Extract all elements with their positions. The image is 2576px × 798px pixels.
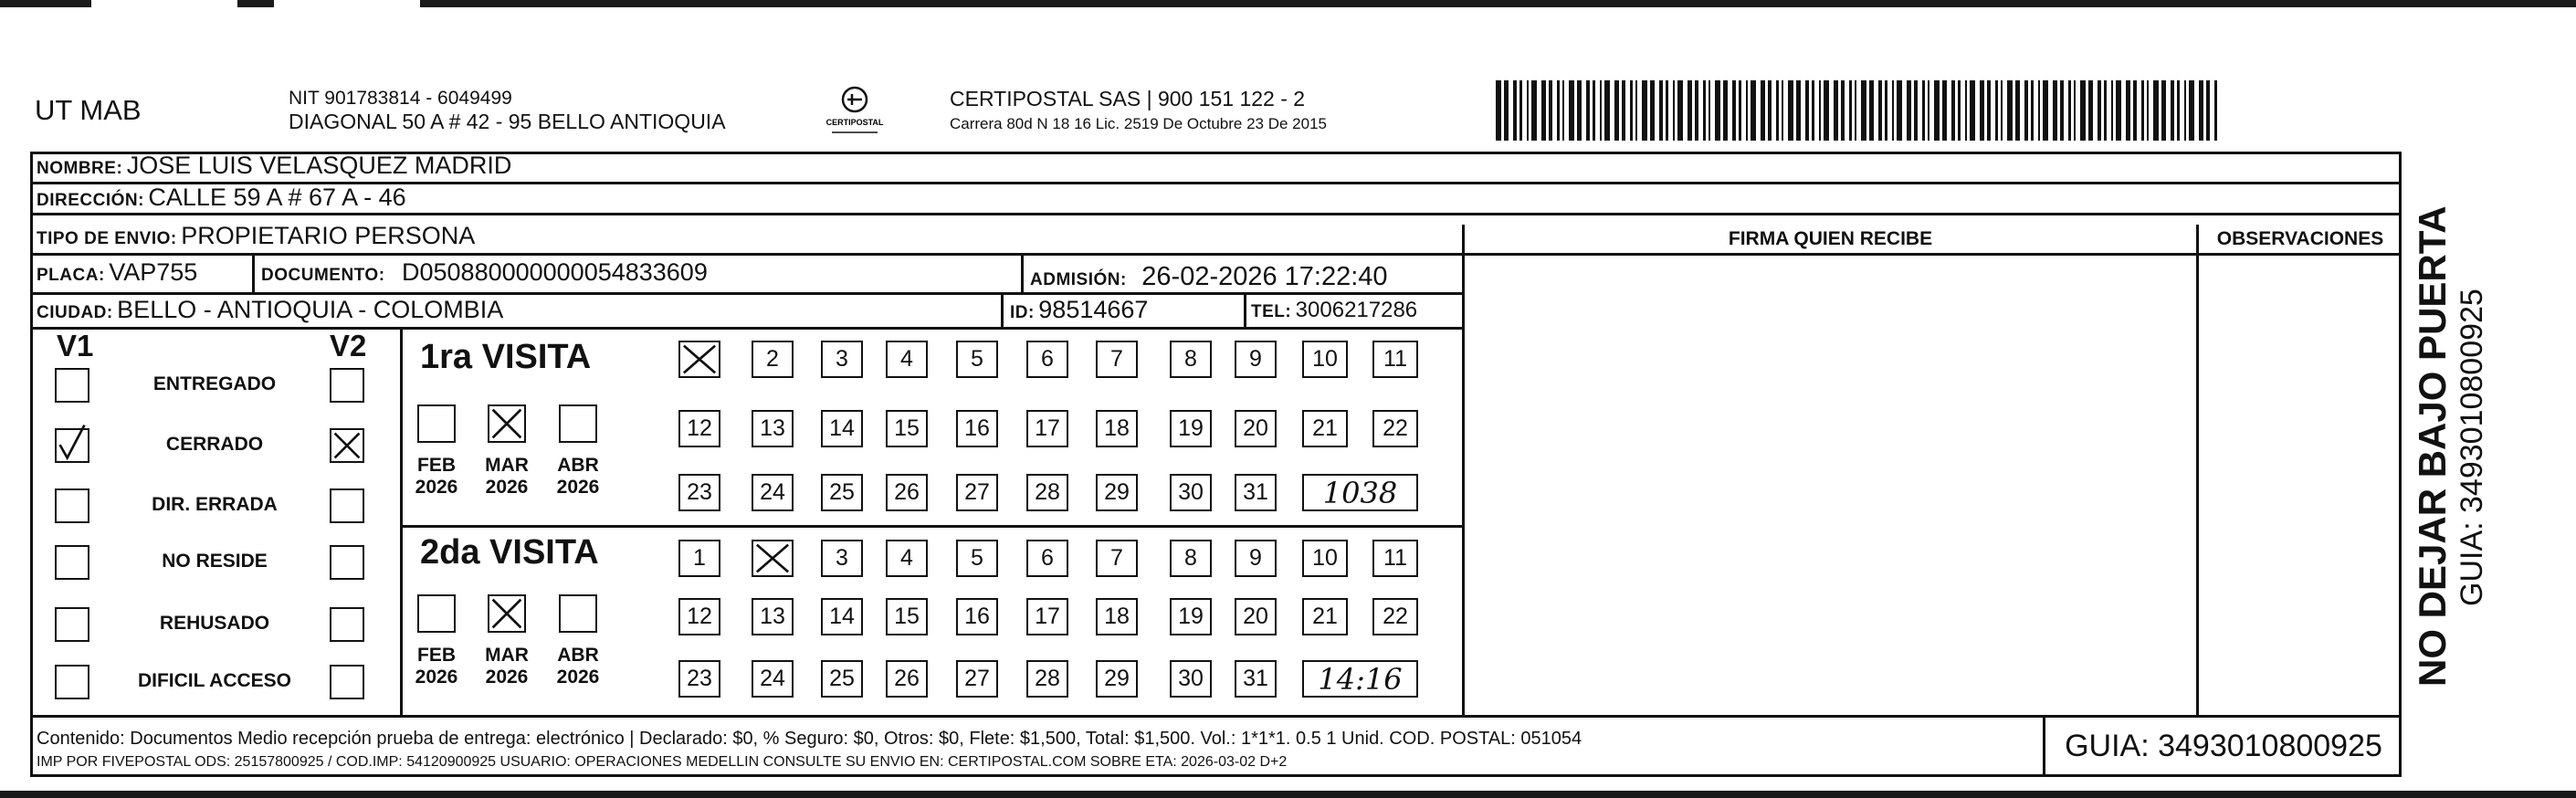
- firma-header: FIRMA QUIEN RECIBE: [1728, 228, 1933, 249]
- day-box: 21: [1302, 410, 1348, 447]
- id-cell: [1010, 296, 1148, 324]
- month-label: FEB 2026: [415, 455, 458, 498]
- day-box: 4: [886, 540, 928, 577]
- day-box: 28: [1026, 660, 1068, 698]
- day-box: 27: [956, 474, 998, 511]
- v2-checkbox: [330, 368, 364, 403]
- company-name: CERTIPOSTAL SAS | 900 151 122 - 2: [950, 87, 1306, 110]
- tel-value: 3006217286: [1295, 298, 1418, 322]
- day-box: 2: [752, 341, 794, 378]
- row-divider: [30, 292, 1462, 295]
- row-divider: [1462, 253, 2402, 256]
- day-box: 11: [1372, 540, 1418, 577]
- placa-cell: [37, 258, 197, 287]
- v2-label: V2: [330, 329, 367, 362]
- day-box: 29: [1096, 660, 1138, 698]
- day-box: 16: [956, 598, 998, 635]
- v2-checkbox: [330, 665, 364, 699]
- admision-label: ADMISIÓN:: [1030, 270, 1127, 289]
- col-divider: [1244, 292, 1246, 327]
- col-divider: [1021, 253, 1024, 292]
- col-divider: [1462, 225, 1465, 715]
- check-mark-icon: [331, 430, 363, 461]
- row-divider: [30, 253, 1462, 256]
- status-option-label: REHUSADO: [159, 613, 270, 634]
- day-box: 10: [1302, 341, 1348, 378]
- v1-checkbox: [55, 545, 89, 580]
- day-box: [678, 341, 720, 378]
- day-box: 24: [752, 660, 794, 698]
- day-box: 22: [1372, 410, 1418, 447]
- day-box: 13: [752, 598, 794, 635]
- status-option-label: DIR. ERRADA: [152, 494, 278, 515]
- handwritten-time: 1038: [1302, 474, 1418, 511]
- day-box: 23: [678, 660, 720, 698]
- day-box: 18: [1096, 598, 1138, 635]
- documento-label: DOCUMENTO:: [261, 266, 385, 285]
- day-box: 7: [1096, 341, 1138, 378]
- day-box: 17: [1026, 598, 1068, 635]
- tipo-value: PROPIETARIO PERSONA: [181, 222, 476, 249]
- day-box: 13: [752, 410, 794, 447]
- month-label: MAR 2026: [485, 455, 529, 498]
- day-box: 15: [886, 410, 928, 447]
- day-box: 9: [1235, 341, 1277, 378]
- check-mark-icon: [489, 406, 524, 441]
- day-box: 3: [821, 341, 863, 378]
- footer-contents: Contenido: Documentos Medio recepción prueba de entrega: electrónico | Declarado: $0, % Seguro: $0, Otros: $0, Flete: $1,500, Total: $1,500. Vol.: 1*1*1. 0.5 1 Unid. COD. POSTAL: 051054: [37, 729, 1582, 749]
- day-box: 28: [1026, 474, 1068, 511]
- day-box: 15: [886, 598, 928, 635]
- day-box: 3: [821, 540, 863, 577]
- day-box: 9: [1235, 540, 1277, 577]
- day-box: 5: [956, 540, 998, 577]
- month-label: FEB 2026: [415, 645, 458, 688]
- tel-cell: [1251, 298, 1417, 323]
- day-box: 27: [956, 660, 998, 698]
- top-border-gap: [274, 0, 420, 7]
- day-box: 30: [1170, 474, 1212, 511]
- day-box: 19: [1170, 410, 1212, 447]
- day-box: 31: [1235, 660, 1277, 698]
- handwritten-time: 14:16: [1302, 660, 1418, 698]
- documento-cell: [261, 258, 708, 287]
- col-divider: [1001, 292, 1004, 327]
- placa-value: VAP755: [109, 258, 198, 286]
- day-box: [752, 540, 794, 577]
- v1-checkbox: [55, 488, 89, 523]
- logo-text: CERTIPOSTAL: [825, 118, 884, 127]
- admision-value: 26-02-2026 17:22:40: [1141, 262, 1388, 291]
- tipo-label: TIPO DE ENVIO:: [37, 229, 177, 248]
- direccion-value: CALLE 59 A # 67 A - 46: [148, 184, 406, 211]
- month-label: MAR 2026: [485, 645, 529, 688]
- side-guia: GUIA: 3493010800925: [2455, 289, 2489, 606]
- top-border-gap: [91, 0, 237, 7]
- placa-label: PLACA:: [37, 266, 105, 285]
- month-checkbox: [417, 404, 456, 443]
- check-mark-icon: [57, 430, 88, 461]
- day-box: 11: [1372, 341, 1418, 378]
- day-box: 8: [1170, 341, 1212, 378]
- certipostal-logo: [825, 81, 885, 142]
- month-checkbox: [417, 594, 456, 633]
- day-box: 1: [678, 540, 720, 577]
- day-box: 14: [821, 410, 863, 447]
- barcode-icon: [1496, 80, 2223, 141]
- sender-name: UT MAB: [35, 94, 142, 126]
- nombre-label: NOMBRE:: [37, 159, 123, 178]
- row-divider: [400, 525, 1462, 528]
- nombre-row: [37, 152, 511, 180]
- tel-label: TEL:: [1251, 302, 1292, 321]
- month-checkbox: [559, 594, 597, 633]
- day-box: 6: [1026, 341, 1068, 378]
- day-box: 26: [886, 660, 928, 698]
- id-label: ID:: [1010, 303, 1035, 322]
- day-box: 17: [1026, 410, 1068, 447]
- check-mark-icon: [489, 596, 524, 631]
- day-box: 4: [886, 341, 928, 378]
- day-box: 31: [1235, 474, 1277, 511]
- day-box: 22: [1372, 598, 1418, 635]
- day-box: 12: [678, 410, 720, 447]
- day-box: 24: [752, 474, 794, 511]
- day-box: 25: [821, 660, 863, 698]
- day-box: 20: [1235, 598, 1277, 635]
- visit2-title: 2da VISITA: [420, 533, 599, 572]
- v1-checkbox: [55, 368, 89, 403]
- admision-cell: [1030, 262, 1388, 292]
- documento-value: D050880000000054833609: [402, 258, 708, 286]
- row-divider: [30, 327, 1462, 330]
- day-box: 7: [1096, 540, 1138, 577]
- col-divider: [252, 253, 255, 292]
- company-address: Carrera 80d N 18 16 Lic. 2519 De Octubre 23 De 2015: [950, 115, 1327, 132]
- v2-checkbox: [330, 488, 364, 523]
- id-value: 98514667: [1038, 296, 1149, 323]
- check-mark-icon: [680, 342, 719, 376]
- v1-checkbox: [55, 607, 89, 642]
- month-label: ABR 2026: [556, 455, 600, 498]
- day-box: 20: [1235, 410, 1277, 447]
- footer-guia: GUIA: 3493010800925: [2065, 728, 2382, 763]
- status-option-label: DIFICIL ACCESO: [137, 670, 291, 691]
- direccion-label: DIRECCIÓN:: [37, 191, 144, 210]
- observaciones-header: OBSERVACIONES: [2216, 228, 2384, 249]
- v2-checkbox: [330, 545, 364, 580]
- v1-checkbox: [55, 665, 89, 699]
- day-box: 12: [678, 598, 720, 635]
- tipo-row: [37, 222, 475, 250]
- day-box: 19: [1170, 598, 1212, 635]
- day-box: 8: [1170, 540, 1212, 577]
- footer-print-info: IMP POR FIVEPOSTAL ODS: 25157800925 / COD.IMP: 54120900925 USUARIO: OPERACIONES MEDELLIN CONSULTE SU ENVIO EN: CERTIPOSTAL.COM SOBRE ETA: 2026-03-02 D+2: [37, 754, 1288, 770]
- ciudad-cell: [37, 296, 503, 324]
- status-option-label: NO RESIDE: [162, 551, 268, 572]
- nombre-value: JOSE LUIS VELASQUEZ MADRID: [126, 152, 512, 179]
- direccion-row: [37, 184, 406, 212]
- v2-checkbox: [330, 607, 364, 642]
- day-box: 29: [1096, 474, 1138, 511]
- day-box: 16: [956, 410, 998, 447]
- day-box: 14: [821, 598, 863, 635]
- col-divider: [2196, 225, 2199, 715]
- v1-label: V1: [57, 329, 94, 362]
- visit1-title: 1ra VISITA: [420, 338, 592, 376]
- v1-checkbox: [55, 428, 89, 463]
- day-box: 6: [1026, 540, 1068, 577]
- month-label: ABR 2026: [556, 645, 600, 688]
- side-warning: NO DEJAR BAJO PUERTA: [2411, 205, 2454, 687]
- day-box: 30: [1170, 660, 1212, 698]
- status-option-label: CERRADO: [165, 434, 264, 455]
- day-box: 26: [886, 474, 928, 511]
- ciudad-value: BELLO - ANTIOQUIA - COLOMBIA: [117, 296, 504, 323]
- day-box: 10: [1302, 540, 1348, 577]
- day-box: 25: [821, 474, 863, 511]
- bottom-border: [0, 791, 2576, 798]
- day-box: 21: [1302, 598, 1348, 635]
- day-box: 23: [678, 474, 720, 511]
- month-checkbox: [488, 594, 526, 633]
- sender-address: DIAGONAL 50 A # 42 - 95 BELLO ANTIOQUIA: [289, 110, 726, 133]
- col-divider: [400, 327, 403, 715]
- status-option-label: ENTREGADO: [152, 373, 277, 394]
- month-checkbox: [488, 404, 526, 443]
- row-divider: [30, 213, 2402, 215]
- ciudad-label: CIUDAD:: [37, 303, 113, 322]
- day-box: 5: [956, 341, 998, 378]
- v2-checkbox: [330, 428, 364, 463]
- check-mark-icon: [753, 541, 792, 575]
- sender-nit: NIT 901783814 - 6049499: [289, 88, 512, 109]
- month-checkbox: [559, 404, 597, 443]
- day-box: 18: [1096, 410, 1138, 447]
